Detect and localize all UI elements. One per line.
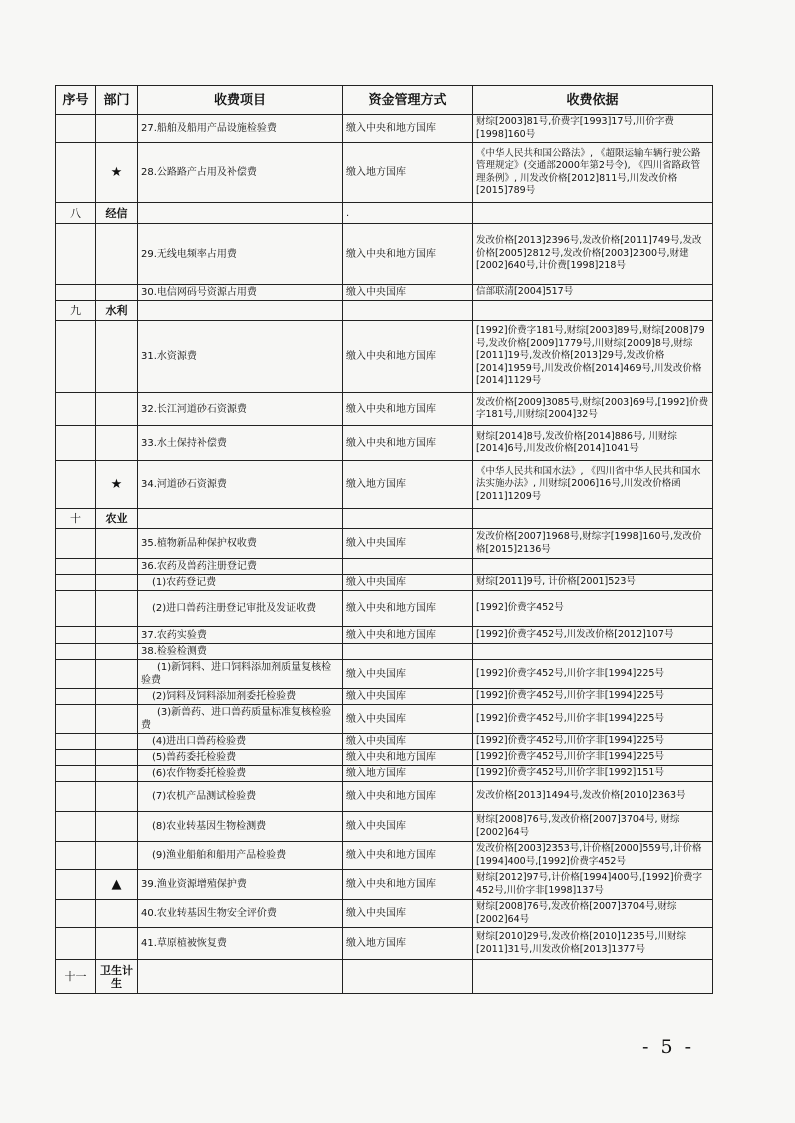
cell-seq [56, 734, 96, 750]
table-row [56, 689, 713, 705]
cell-fund [343, 960, 473, 994]
cell-item: 40.农业转基因生物安全评价费 [138, 900, 343, 928]
cell-basis: [1992]价费字452号,川价字非[1994]225号 [473, 750, 713, 766]
table-row [56, 734, 713, 750]
cell-fund: 缴入中央国库 [343, 705, 473, 734]
cell-fund: 缴入地方国库 [343, 928, 473, 960]
cell-basis: 《中华人民共和国公路法》, 《超限运输车辆行驶公路管理规定》(交通部2000年第2号令), 《四川省路政管理条例》, 川发改价格[2012]811号,川发改价格[2015]789号 [473, 143, 713, 203]
cell-item: 37.农药实验费 [138, 627, 343, 644]
table-row [56, 660, 713, 689]
cell-seq [56, 689, 96, 705]
cell-dept [96, 928, 138, 960]
cell-seq [56, 782, 96, 812]
table-row [56, 285, 713, 301]
cell-item: 29.无线电频率占用费 [138, 224, 343, 285]
cell-seq [56, 627, 96, 644]
cell-seq [56, 591, 96, 627]
table-row [56, 559, 713, 575]
cell-dept: 水利 [96, 301, 138, 321]
cell-basis: 财综[2014]8号,发改价格[2014]886号, 川财综[2014]6号,川发改价格[2014]1041号 [473, 426, 713, 461]
table-row [56, 766, 713, 782]
cell-dept: 农业 [96, 509, 138, 529]
cell-item: 35.植物新品种保护权收费 [138, 529, 343, 559]
cell-basis: 发改价格[2003]2353号,计价格[2000]559号,计价格[1994]400号,[1992]价费字452号 [473, 842, 713, 870]
cell-dept [96, 766, 138, 782]
cell-item: 39.渔业资源增殖保护费 [138, 870, 343, 900]
cell-item: 41.草原植被恢复费 [138, 928, 343, 960]
cell-item: 38.检验检测费 [138, 644, 343, 660]
cell-basis: [1992]价费字452号 [473, 591, 713, 627]
cell-dept: 卫生计生 [96, 960, 138, 994]
cell-basis: 财综[2012]97号,计价格[1994]400号,[1992]价费字452号,川价字非[1998]137号 [473, 870, 713, 900]
cell-fund: 缴入中央和地方国库 [343, 627, 473, 644]
cell-seq [56, 870, 96, 900]
cell-fund: . [343, 203, 473, 224]
cell-item: 31.水资源费 [138, 321, 343, 393]
cell-item: 28.公路路产占用及补偿费 [138, 143, 343, 203]
cell-basis: [1992]价费字452号,川价字非[1992]151号 [473, 766, 713, 782]
cell-dept [96, 115, 138, 143]
header-basis: 收费依据 [473, 86, 713, 115]
cell-seq: 九 [56, 301, 96, 321]
cell-fund: 缴入中央和地方国库 [343, 321, 473, 393]
cell-seq [56, 115, 96, 143]
cell-basis: [1992]价费字181号,财综[2003]89号,财综[2008]79号,发改价格[2009]1779号,川财综[2009]8号,财综[2011]19号,发改价格[2013]29号,发改价格[2014]1959号,川发改价格[2014]469号,川发改价格[2014]1129号 [473, 321, 713, 393]
cell-item: (8)农业转基因生物检测费 [138, 812, 343, 842]
cell-fund: 缴入中央国库 [343, 812, 473, 842]
cell-fund: 缴入中央和地方国库 [343, 842, 473, 870]
table-header-row [56, 86, 713, 115]
table-row [56, 750, 713, 766]
header-fund: 资金管理方式 [343, 86, 473, 115]
cell-seq [56, 143, 96, 203]
cell-seq [56, 842, 96, 870]
cell-dept [96, 575, 138, 591]
cell-dept [96, 321, 138, 393]
cell-dept [96, 426, 138, 461]
table-row [56, 627, 713, 644]
table-row [56, 461, 713, 509]
cell-dept [96, 627, 138, 644]
cell-basis: [1992]价费字452号,川价字非[1994]225号 [473, 689, 713, 705]
cell-dept [96, 782, 138, 812]
table-row [56, 224, 713, 285]
table-row [56, 529, 713, 559]
cell-basis: 财综[2008]76号,发改价格[2007]3704号,财综[2002]64号 [473, 900, 713, 928]
table-row [56, 591, 713, 627]
cell-basis [473, 509, 713, 529]
table-row [56, 928, 713, 960]
cell-dept [96, 660, 138, 689]
cell-basis: 财综[2003]81号,价费字[1993]17号,川价字费[1998]160号 [473, 115, 713, 143]
cell-fund: 缴入中央和地方国库 [343, 750, 473, 766]
cell-basis: 信部联清[2004]517号 [473, 285, 713, 301]
cell-basis [473, 203, 713, 224]
cell-dept [96, 842, 138, 870]
cell-dept [96, 285, 138, 301]
cell-dept [96, 734, 138, 750]
table-row [56, 842, 713, 870]
table-row [56, 782, 713, 812]
cell-seq: 十一 [56, 960, 96, 994]
table-row [56, 203, 713, 224]
cell-basis [473, 559, 713, 575]
cell-dept: ★ [96, 461, 138, 509]
table-row [56, 321, 713, 393]
cell-fund [343, 644, 473, 660]
cell-basis [473, 301, 713, 321]
cell-basis: [1992]价费字452号,川价字非[1994]225号 [473, 705, 713, 734]
cell-item: (1)新饲料、进口饲料添加剂质量复核检验费 [138, 660, 343, 689]
cell-basis: 发改价格[2007]1968号,财综字[1998]160号,发改价格[2015]2136号 [473, 529, 713, 559]
cell-dept [96, 529, 138, 559]
cell-item [138, 960, 343, 994]
cell-basis: 发改价格[2013]1494号,发改价格[2010]2363号 [473, 782, 713, 812]
table-row [56, 705, 713, 734]
cell-seq [56, 812, 96, 842]
table-row [56, 644, 713, 660]
cell-item: 32.长江河道砂石资源费 [138, 393, 343, 426]
table-row [56, 960, 713, 994]
cell-seq [56, 559, 96, 575]
cell-fund: 缴入中央和地方国库 [343, 393, 473, 426]
cell-basis [473, 644, 713, 660]
cell-basis [473, 960, 713, 994]
cell-basis: [1992]价费字452号,川发改价格[2012]107号 [473, 627, 713, 644]
cell-seq [56, 575, 96, 591]
table-row [56, 115, 713, 143]
cell-item [138, 301, 343, 321]
cell-seq [56, 529, 96, 559]
cell-seq [56, 644, 96, 660]
cell-dept: ▲ [96, 870, 138, 900]
cell-basis: [1992]价费字452号,川价字非[1994]225号 [473, 734, 713, 750]
cell-dept: 经信 [96, 203, 138, 224]
cell-dept [96, 559, 138, 575]
cell-fund: 缴入中央国库 [343, 734, 473, 750]
cell-basis: 《中华人民共和国水法》, 《四川省中华人民共和国水法实施办法》, 川财综[2006]16号,川发改价格函[2011]1209号 [473, 461, 713, 509]
cell-seq [56, 750, 96, 766]
table-row [56, 900, 713, 928]
cell-item: 30.电信网码号资源占用费 [138, 285, 343, 301]
cell-item: (7)农机产品测试检验费 [138, 782, 343, 812]
cell-dept [96, 812, 138, 842]
cell-item: (5)兽药委托检验费 [138, 750, 343, 766]
cell-fund [343, 301, 473, 321]
cell-seq [56, 426, 96, 461]
table-row [56, 575, 713, 591]
cell-fund: 缴入中央和地方国库 [343, 782, 473, 812]
cell-seq: 十 [56, 509, 96, 529]
header-dept: 部门 [96, 86, 138, 115]
fee-table [55, 85, 713, 994]
cell-fund: 缴入中央国库 [343, 900, 473, 928]
table-row [56, 870, 713, 900]
cell-fund: 缴入中央国库 [343, 285, 473, 301]
cell-item: (4)进出口兽药检验费 [138, 734, 343, 750]
cell-basis: 财综[2010]29号,发改价格[2010]1235号,川财综[2011]31号,川发改价格[2013]1377号 [473, 928, 713, 960]
cell-seq [56, 285, 96, 301]
cell-fund: 缴入地方国库 [343, 766, 473, 782]
cell-seq [56, 766, 96, 782]
cell-seq [56, 660, 96, 689]
table-row [56, 301, 713, 321]
cell-dept [96, 644, 138, 660]
cell-seq [56, 393, 96, 426]
cell-item: (9)渔业船舶和船用产品检验费 [138, 842, 343, 870]
cell-fund: 缴入地方国库 [343, 461, 473, 509]
cell-basis: 发改价格[2009]3085号,财综[2003]69号,[1992]价费字181号,川财综[2004]32号 [473, 393, 713, 426]
cell-dept [96, 689, 138, 705]
cell-fund: 缴入中央国库 [343, 660, 473, 689]
cell-item: 33.水土保持补偿费 [138, 426, 343, 461]
table-row [56, 393, 713, 426]
header-seq: 序号 [56, 86, 96, 115]
cell-basis: 发改价格[2013]2396号,发改价格[2011]749号,发改价格[2005]2812号,发改价格[2003]2300号,财建[2002]640号,计价费[1998]218号 [473, 224, 713, 285]
cell-item: 36.农药及兽药注册登记费 [138, 559, 343, 575]
table-row [56, 509, 713, 529]
cell-fund: 缴入中央和地方国库 [343, 591, 473, 627]
cell-seq [56, 321, 96, 393]
cell-fund: 缴入中央和地方国库 [343, 870, 473, 900]
cell-fund [343, 509, 473, 529]
header-item: 收费项目 [138, 86, 343, 115]
cell-seq [56, 461, 96, 509]
cell-item: (2)饲料及饲料添加剂委托检验费 [138, 689, 343, 705]
cell-basis: [1992]价费字452号,川价字非[1994]225号 [473, 660, 713, 689]
cell-dept [96, 591, 138, 627]
cell-fund [343, 559, 473, 575]
cell-fund: 缴入地方国库 [343, 143, 473, 203]
cell-fund: 缴入中央和地方国库 [343, 224, 473, 285]
cell-dept [96, 705, 138, 734]
cell-item: (2)进口兽药注册登记审批及发证收费 [138, 591, 343, 627]
cell-item [138, 509, 343, 529]
cell-item: (3)新兽药、进口兽药质量标准复核检验费 [138, 705, 343, 734]
cell-dept: ★ [96, 143, 138, 203]
cell-seq: 八 [56, 203, 96, 224]
cell-dept [96, 393, 138, 426]
cell-dept [96, 750, 138, 766]
cell-fund: 缴入中央国库 [343, 689, 473, 705]
cell-dept [96, 224, 138, 285]
cell-seq [56, 705, 96, 734]
cell-basis: 财综[2008]76号,发改价格[2007]3704号, 财综[2002]64号 [473, 812, 713, 842]
cell-basis: 财综[2011]9号, 计价格[2001]523号 [473, 575, 713, 591]
cell-seq [56, 224, 96, 285]
table-row [56, 143, 713, 203]
cell-fund: 缴入中央和地方国库 [343, 115, 473, 143]
cell-fund: 缴入中央国库 [343, 529, 473, 559]
table-row [56, 426, 713, 461]
cell-fund: 缴入中央和地方国库 [343, 426, 473, 461]
cell-dept [96, 900, 138, 928]
cell-item [138, 203, 343, 224]
cell-item: 34.河道砂石资源费 [138, 461, 343, 509]
cell-fund: 缴入中央国库 [343, 575, 473, 591]
table-row [56, 812, 713, 842]
cell-item: (1)农药登记费 [138, 575, 343, 591]
cell-seq [56, 928, 96, 960]
cell-item: 27.船舶及船用产品设施检验费 [138, 115, 343, 143]
page-number: - 5 - [642, 1036, 695, 1058]
cell-seq [56, 900, 96, 928]
cell-item: (6)农作物委托检验费 [138, 766, 343, 782]
